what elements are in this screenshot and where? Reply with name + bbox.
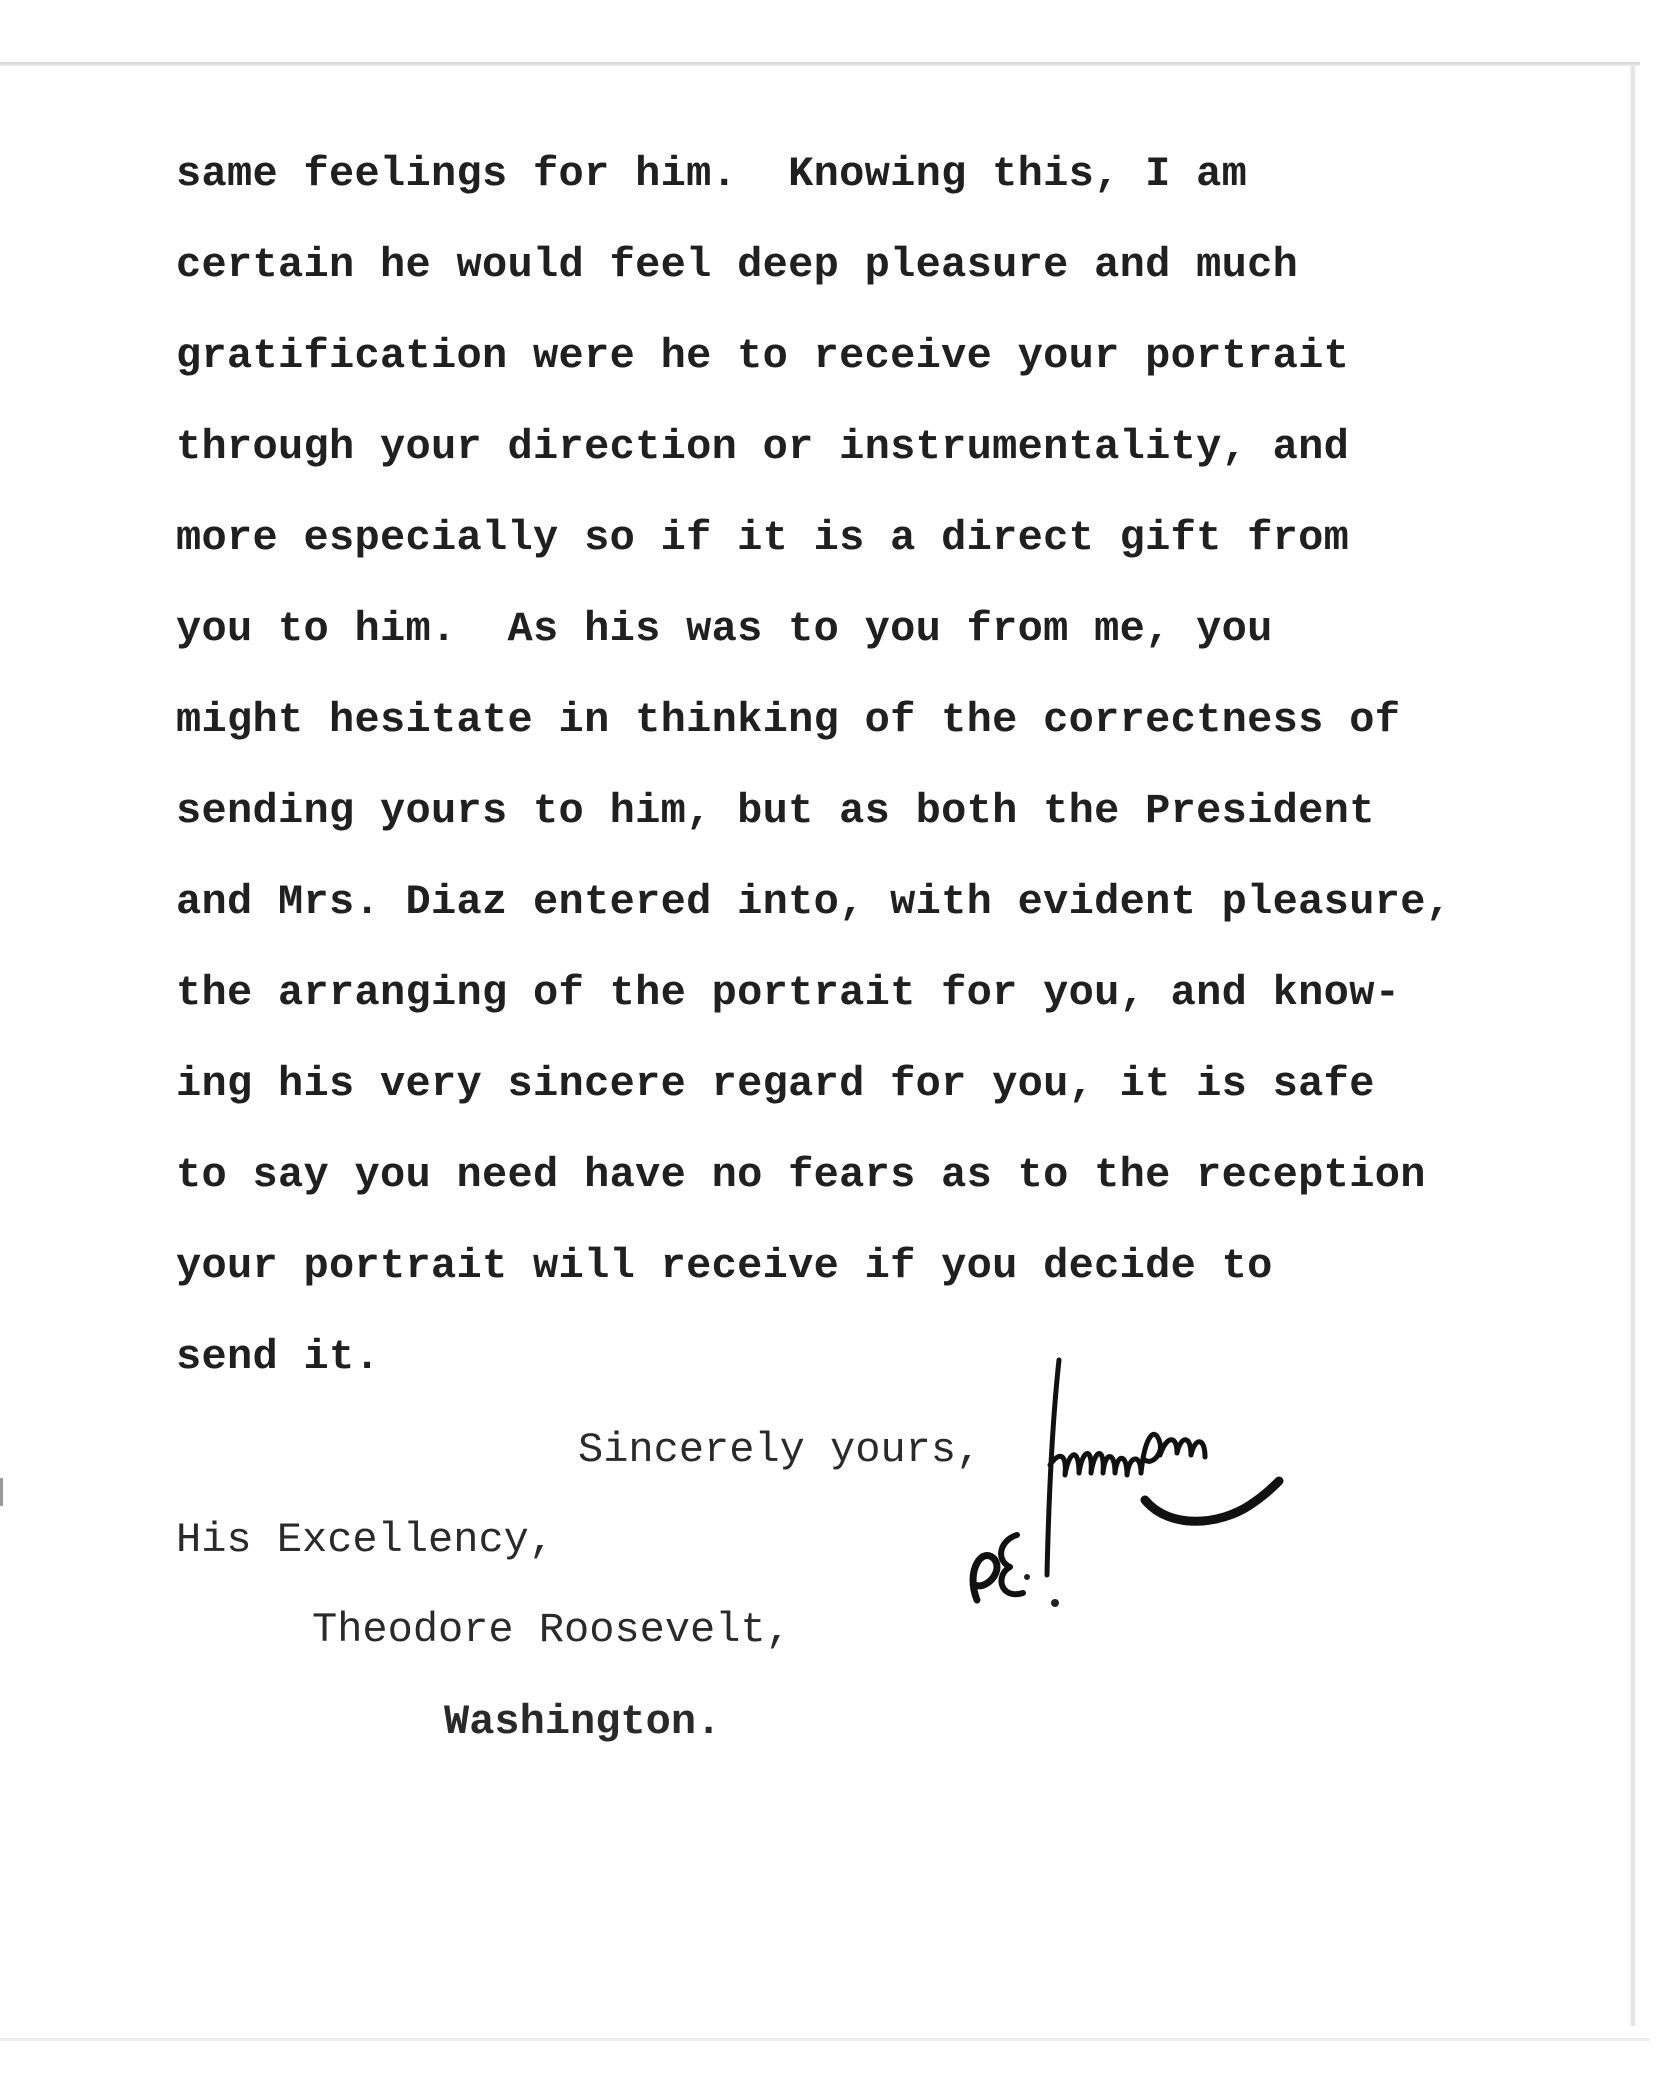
closing-salutation: Sincerely yours, <box>578 1426 982 1474</box>
body-line: ing his very sincere regard for you, it is safe <box>176 1060 1375 1108</box>
paper-right-edge <box>1630 66 1636 2026</box>
body-line: and Mrs. Diaz entered into, with evident pleasure, <box>176 878 1452 926</box>
body-line: gratification were he to receive your portrait <box>176 332 1350 380</box>
addressee-location: Washington. <box>444 1698 722 1746</box>
paper-top-edge <box>0 62 1640 66</box>
margin-mark <box>0 1478 3 1506</box>
addressee-name: Theodore Roosevelt, <box>312 1606 791 1654</box>
body-line: same feelings for him. Knowing this, I am <box>176 150 1248 198</box>
body-line: the arranging of the portrait for you, and know- <box>176 969 1401 1017</box>
body-line: to say you need have no fears as to the reception <box>176 1151 1426 1199</box>
body-line: certain he would feel deep pleasure and much <box>176 241 1299 289</box>
body-line: your portrait will receive if you decide to <box>176 1242 1273 1290</box>
body-line: you to him. As his was to you from me, you <box>176 605 1273 653</box>
addressee-title: His Excellency, <box>176 1516 555 1564</box>
body-line: more especially so if it is a direct gift from <box>176 514 1350 562</box>
body-line: might hesitate in thinking of the correctness of <box>176 696 1401 744</box>
paper-bottom-edge <box>0 2038 1650 2041</box>
body-line: through your direction or instrumentality, and <box>176 423 1350 471</box>
letter-body <box>176 146 1516 1420</box>
handwritten-signature <box>955 1355 1285 1635</box>
body-line: send it. <box>176 1333 381 1381</box>
body-line: sending yours to him, but as both the President <box>176 787 1375 835</box>
